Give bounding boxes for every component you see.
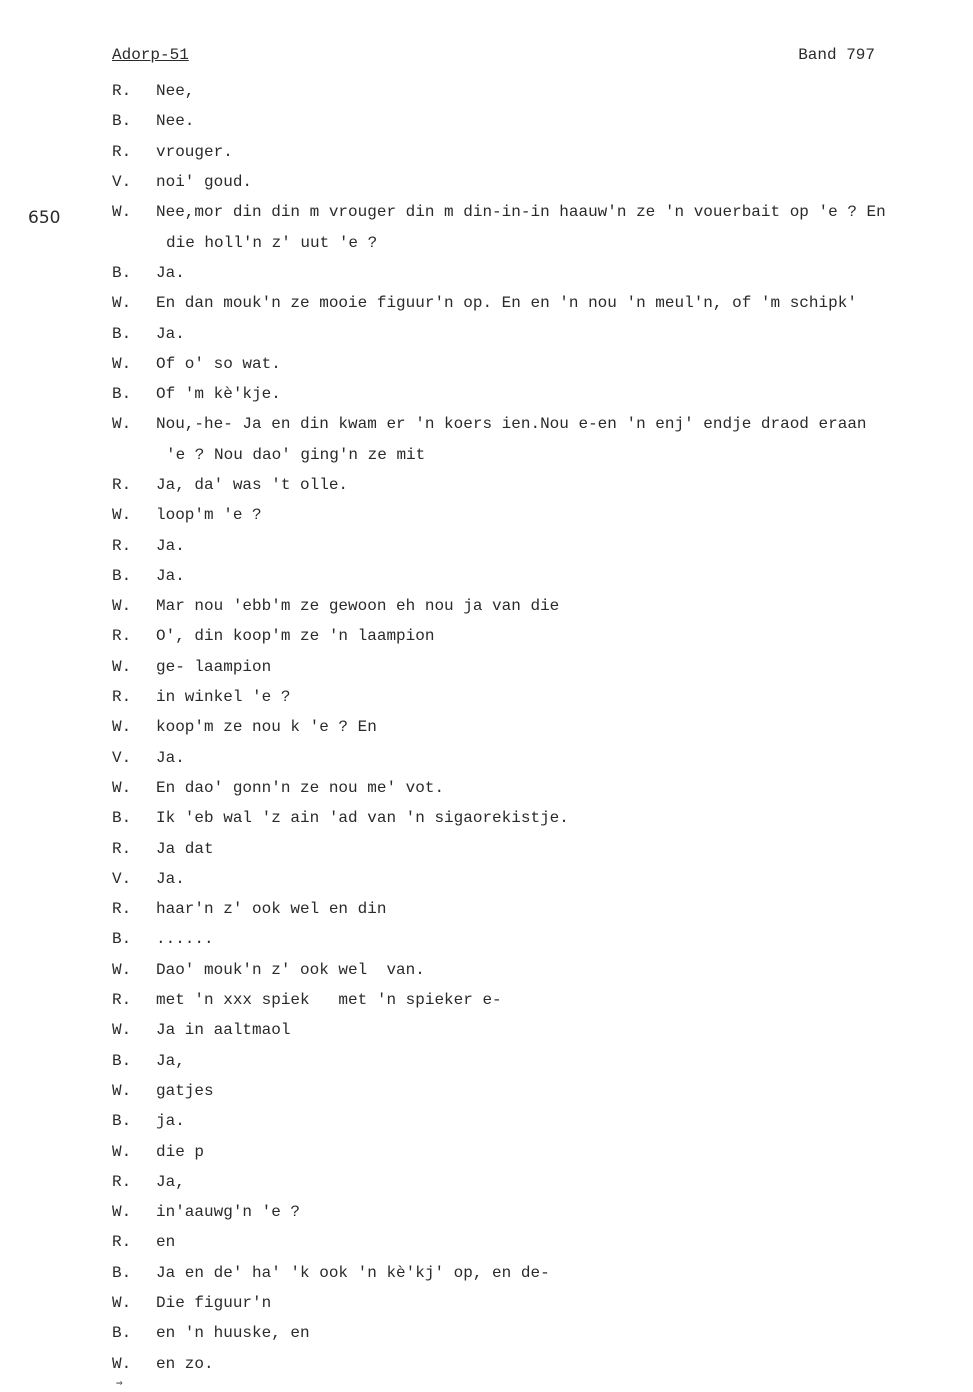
transcript-line [112,1348,962,1378]
speaker-label: R. [112,142,132,161]
speaker-label: W. [112,1142,132,1161]
transcript-line [112,409,962,439]
transcript-line [112,985,962,1015]
utterance-text: Ja dat [156,839,214,858]
transcript-line [112,1106,962,1136]
speaker-label: R. [112,1233,132,1252]
transcript-line [112,258,962,288]
speaker-label: R. [112,476,132,494]
utterance-text: met 'n xxx spiek met 'n spieker e- [156,991,502,1010]
utterance-text: En dan mouk'n ze mooie figuur'n op. En en 'n nou 'n meul'n, of 'm schipk' [156,294,857,313]
speaker-label: R. [112,688,132,707]
utterance-text: noi' goud. [156,173,253,192]
utterance-text: Ja. [156,324,185,343]
utterance-text: Ja, da' was 't olle. [156,476,349,494]
transcript-line [112,1167,962,1197]
speaker-label: W. [112,657,132,676]
transcript-line [112,288,962,318]
transcript-line [112,470,962,500]
utterance-text: Nee. [156,112,195,131]
utterance-text: die holl'n z' uut 'e ? [166,233,378,252]
transcript-line [112,773,962,803]
speaker-label: W. [112,415,132,434]
speaker-label: R. [112,900,132,919]
document-id: Adorp-51 [112,46,189,64]
utterance-text: haar'n z' ook wel en din [156,900,387,919]
transcript-line [112,1197,962,1227]
speaker-label: W. [112,1354,132,1373]
transcript-line [112,1288,962,1318]
utterance-text: Of o' so wat. [156,354,281,373]
speaker-label: W. [112,1294,132,1313]
utterance-text: ...... [156,930,214,949]
speaker-label: B. [112,930,132,949]
utterance-text: 'e ? Nou dao' ging'n ze mit [166,445,426,464]
speaker-label: R. [112,627,132,646]
transcript-line [112,1227,962,1257]
speaker-label: R. [112,839,132,858]
transcript [112,76,962,1379]
utterance-text: in winkel 'e ? [156,688,291,707]
speaker-label: W. [112,778,132,797]
utterance-text: Ja. [156,869,185,888]
transcript-line [112,864,962,894]
utterance-text: Of 'm kè'kje. [156,385,281,404]
transcript-line [112,561,962,591]
transcript-line [112,652,962,682]
transcript-line [112,76,962,106]
speaker-label: W. [112,960,132,979]
transcript-line [112,500,962,530]
speaker-label: V. [112,173,132,192]
utterance-text: En dao' gonn'n ze nou me' vot. [156,778,445,797]
transcript-line [112,894,962,924]
transcript-line [112,591,962,621]
band-number: Band 797 [798,46,875,64]
speaker-label: W. [112,1203,132,1222]
speaker-label: V. [112,869,132,888]
transcript-line [112,833,962,863]
utterance-text: loop'm 'e ? [156,506,262,525]
utterance-text: Die figuur'n [156,1294,272,1313]
speaker-label: R. [112,1172,132,1191]
speaker-label: B. [112,112,132,131]
utterance-text: Nou,-he- Ja en din kwam er 'n koers ien.Nou e-en 'n enj' endje draod eraan [156,415,867,434]
transcript-line [112,955,962,985]
transcript-line [112,743,962,773]
utterance-text: Nee, [156,82,195,101]
speaker-label: B. [112,1263,132,1282]
utterance-text: Ja in aaltmaol [156,1021,291,1040]
speaker-label: W. [112,1021,132,1040]
utterance-text: ja. [156,1112,185,1131]
transcript-line [112,1046,962,1076]
transcript-line [112,621,962,651]
utterance-text: Ja en de' ha' 'k ook 'n kè'kj' op, en de- [156,1263,550,1282]
speaker-label: B. [112,1051,132,1070]
transcript-line [112,1318,962,1348]
utterance-text: Ja. [156,263,185,282]
utterance-text: Mar nou 'ebb'm ze gewoon eh nou ja van die [156,597,560,616]
speaker-label: W. [112,203,132,222]
utterance-text: O', din koop'm ze 'n laampion [156,627,435,646]
utterance-text: en [156,1233,176,1252]
utterance-text: koop'm ze nou k 'e ? En [156,718,377,737]
speaker-label: B. [112,324,132,343]
speaker-label: B. [112,1112,132,1131]
utterance-text: Ja. [156,536,185,555]
speaker-label: B. [112,809,132,828]
utterance-text: vrouger. [156,142,233,161]
speaker-label: W. [112,1081,132,1100]
margin-line-number: 650 [28,208,61,228]
transcript-line [112,682,962,712]
transcript-line [112,712,962,742]
transcript-line [112,1015,962,1045]
speaker-label: B. [112,566,132,585]
transcript-line [112,803,962,833]
utterance-text: Ja. [156,566,185,585]
speaker-label: W. [112,354,132,373]
utterance-text: ge- laampion [156,657,272,676]
utterance-text: die p [156,1142,205,1161]
utterance-text: Ja. [156,748,185,767]
transcript-line [112,1258,962,1288]
speaker-label: R. [112,991,132,1010]
utterance-text: en zo. [156,1354,214,1373]
speaker-label: B. [112,1324,132,1343]
utterance-text: Dao' mouk'n z' ook wel van. [156,960,425,979]
transcript-line [112,106,962,136]
transcript-line [112,197,962,227]
utterance-text: en 'n huuske, en [156,1324,310,1343]
transcript-line [112,137,962,167]
utterance-text: gatjes [156,1081,214,1100]
transcript-line [112,1076,962,1106]
utterance-text: Ik 'eb wal 'z ain 'ad van 'n sigaorekistje. [156,809,569,828]
transcript-line [112,379,962,409]
continuation-arrow-icon: ⇒ [116,1378,123,1390]
speaker-label: B. [112,263,132,282]
speaker-label: W. [112,506,132,525]
transcript-line [112,227,962,257]
speaker-label: R. [112,82,132,101]
utterance-text: Ja, [156,1051,185,1070]
transcript-line [112,530,962,560]
transcript-line [112,440,962,470]
utterance-text: Ja, [156,1172,185,1191]
transcript-line [112,167,962,197]
speaker-label: B. [112,385,132,404]
speaker-label: W. [112,718,132,737]
speaker-label: V. [112,748,132,767]
transcript-line [112,1136,962,1166]
transcript-line [112,318,962,348]
utterance-text: in'aauwg'n 'e ? [156,1203,301,1222]
utterance-text: Nee,mor din din m vrouger din m din-in-in haauw'n ze 'n vouerbait op 'e ? En [156,203,886,222]
transcript-line [112,349,962,379]
transcript-line [112,924,962,954]
speaker-label: R. [112,536,132,555]
speaker-label: W. [112,597,132,616]
speaker-label: W. [112,294,132,313]
